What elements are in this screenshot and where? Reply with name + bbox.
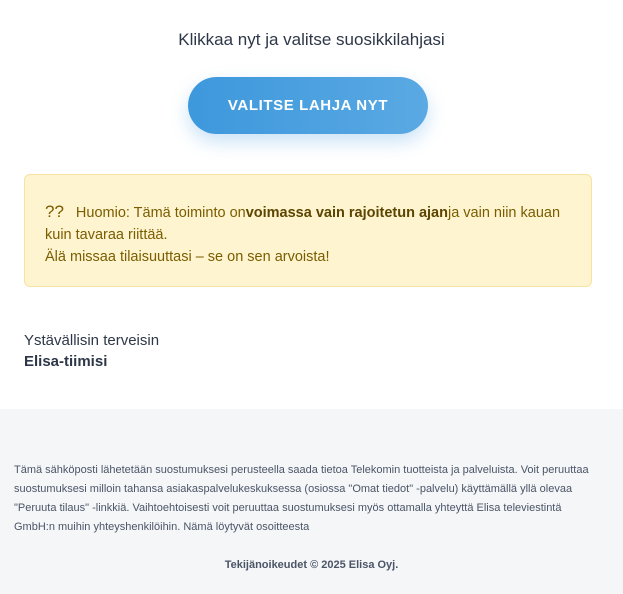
notice-line2: Älä missaa tilaisuuttasi – se on sen arvoista! <box>45 249 330 265</box>
signoff <box>24 330 159 372</box>
notice-suffix: ja vain niin kauan kuin tavaraa riittää. <box>45 205 561 243</box>
notice-prefix: Huomio: Tämä toiminto on <box>75 205 246 221</box>
signoff-greeting: Ystävällisin terveisin <box>24 332 160 349</box>
footer <box>0 409 623 594</box>
warning-icon: ?? <box>45 202 64 221</box>
signoff-team: Elisa-tiimisi <box>24 353 108 370</box>
footer-copyright: Tekijänoikeudet © 2025 Elisa Oyj. <box>224 559 399 571</box>
footer-disclaimer: Tämä sähköposti lähetetään suostumuksesi perusteella saada tietoa Telekomin tuotteista ja palveluista. Voit peruuttaa suostumuksesi milloin tahansa asiakaspalvelukeskuksessa (osiossa "Omat tiedot" -palvelu) käyttämällä yllä olevaa "Peruuta tilaus" -linkkiä. Vaihtoehtoisesti voit peruuttaa suostumuksesi myös ottamalla yhteyttä Elisa televiestintä GmbH:n muihin yhteyshenkilöihin. Nämä löytyvät osoitteesta <box>14 464 589 533</box>
notice-highlight: voimassa vain rajoitetun ajan <box>245 205 448 221</box>
notice-box <box>24 174 592 287</box>
choose-gift-button[interactable]: VALITSE LAHJA NYT <box>188 77 428 134</box>
cta-text: Klikkaa nyt ja valitse suosikkilahjasi <box>178 30 445 49</box>
